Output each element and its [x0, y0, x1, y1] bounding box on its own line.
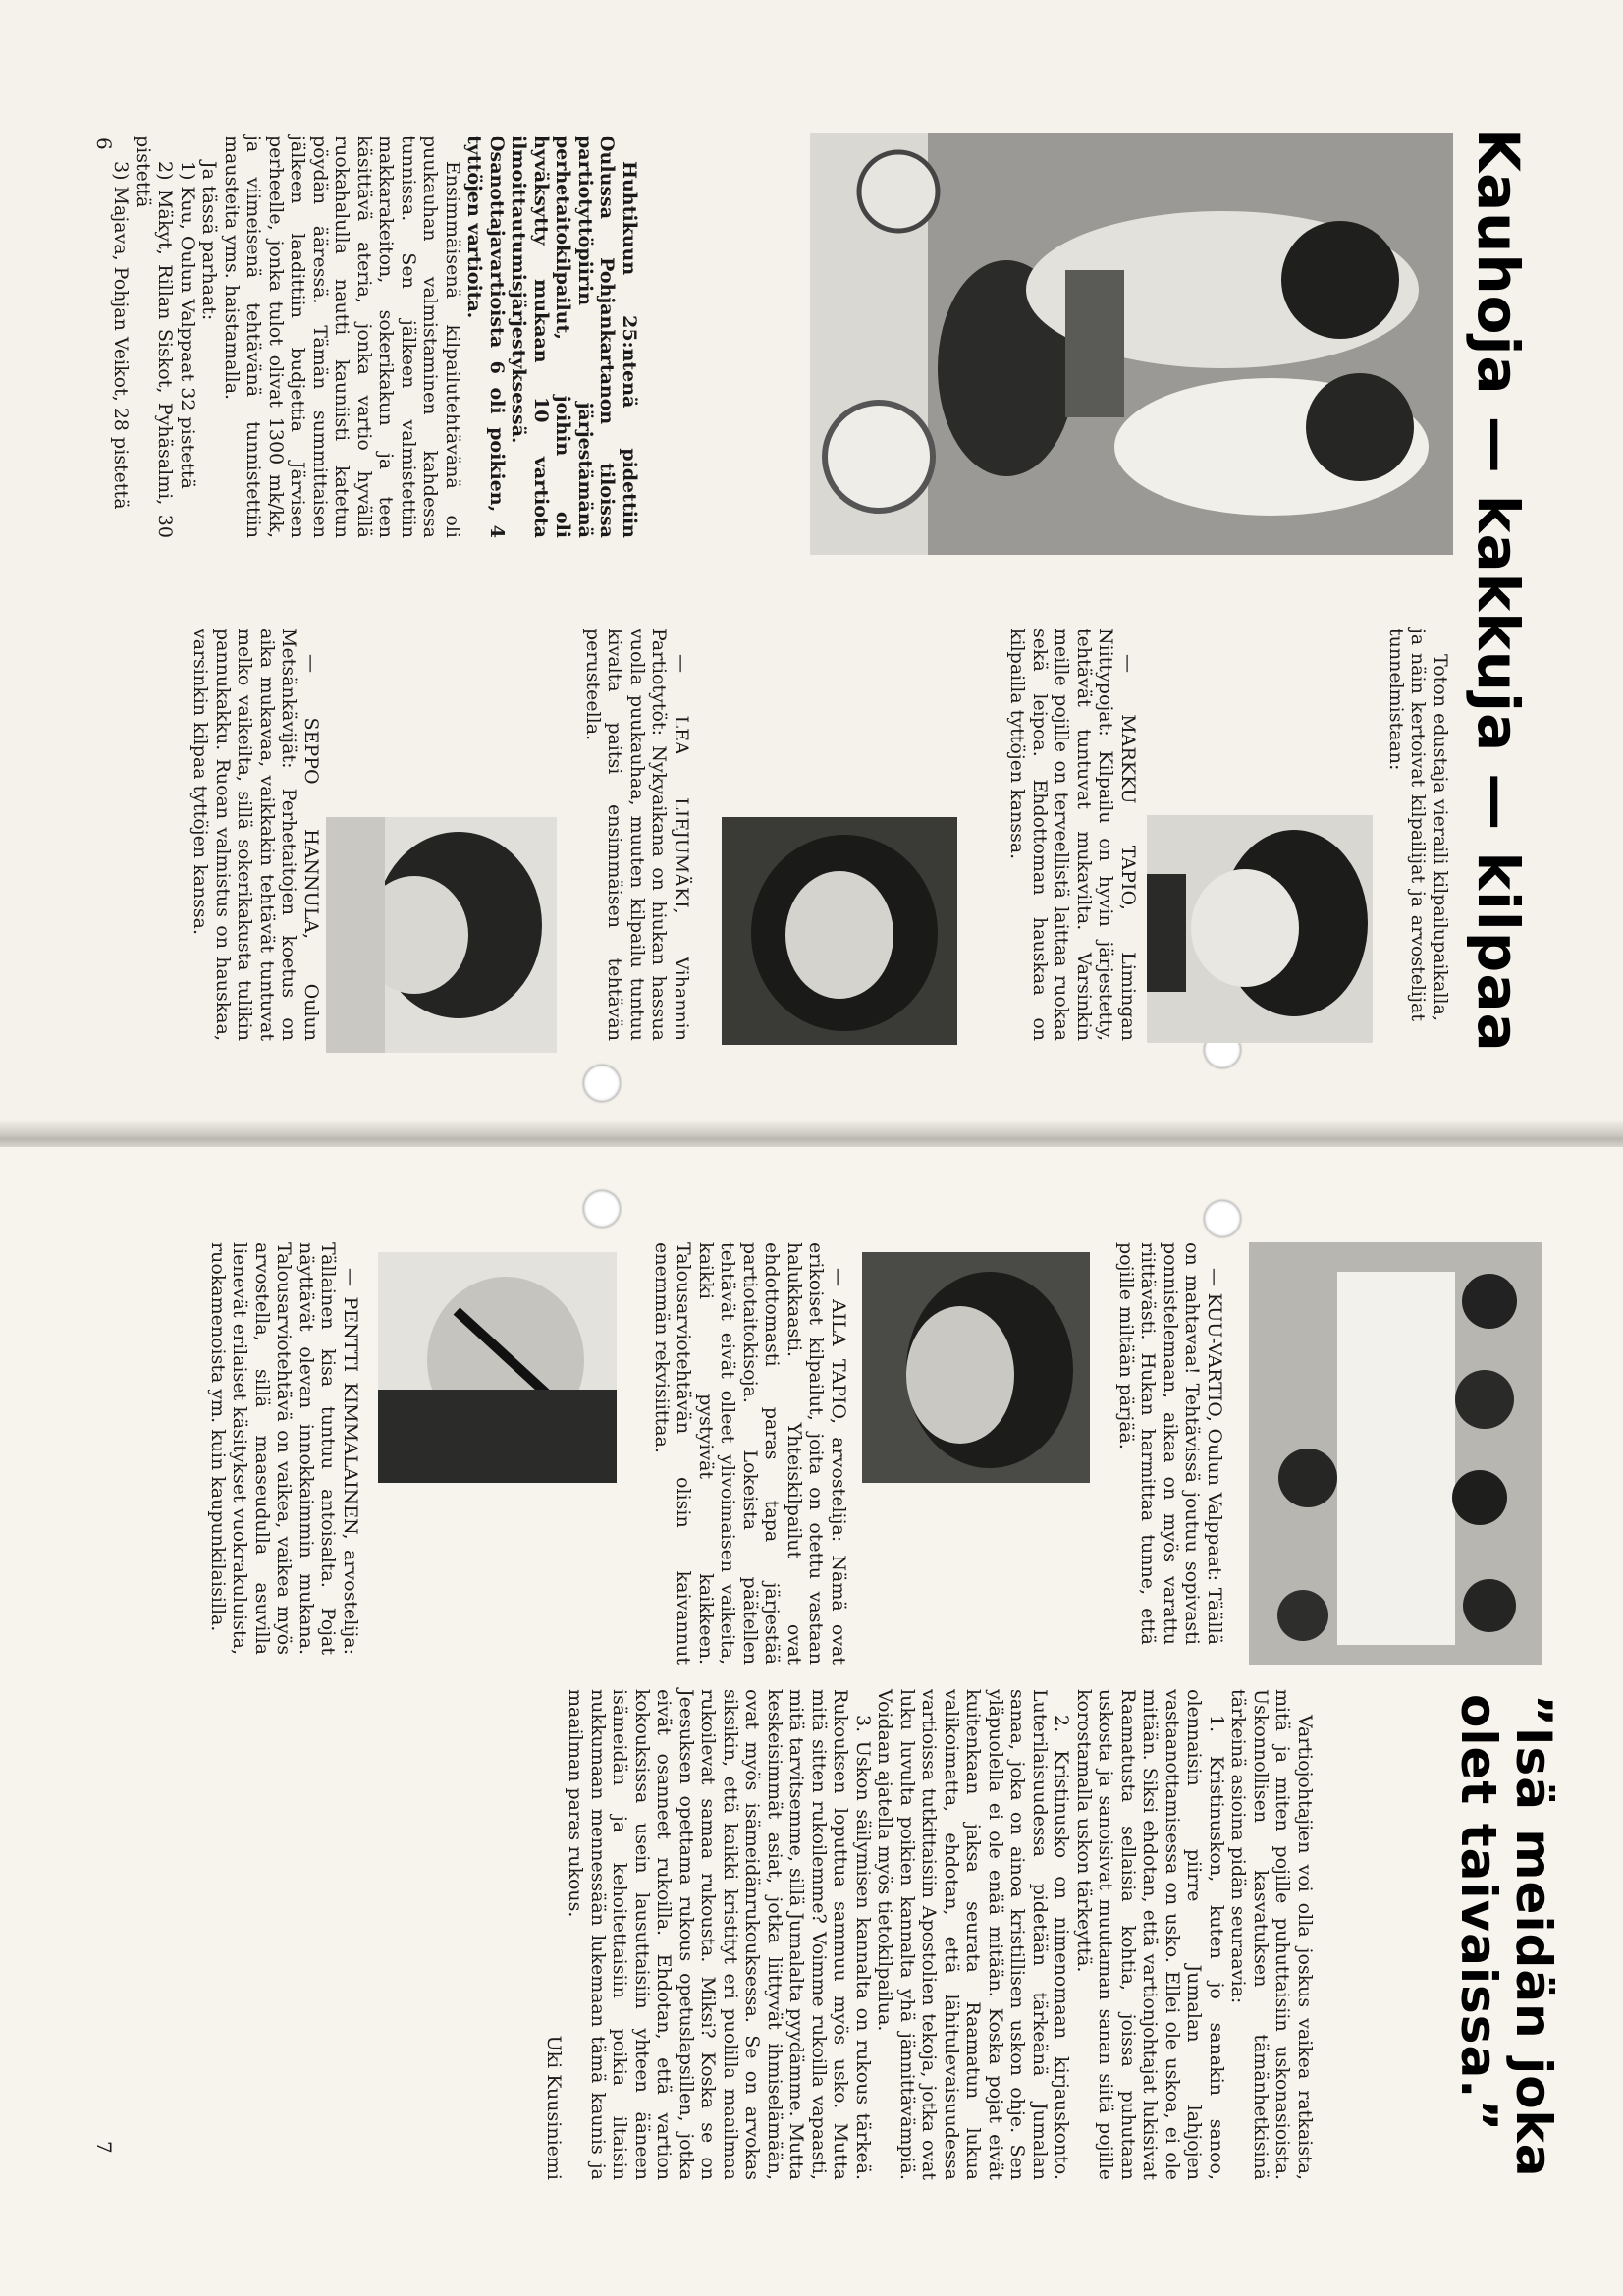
article-paragraph: Ensimmäisenä kilpailutehtävänä oli puukauhan valmistaminen kahdessa tunnissa. Sen jälkeen valmistettiin makkarakeiton, sokerikakun ja teen käsittävä ateria, jonka vartio hyvällä ruokahalulla nautti kauniisti katetun pöydän ääressä. Tämän summittaisen jälkeen laadittiin budjettia Järvisen perheelle, jonka tulot olivat 1300 mk/kk, ja viimeisenä tehtävänä tunnistettiin mausteita yms. haistamalla. — [221, 136, 463, 538]
intro-text — [1363, 629, 1451, 1021]
quote-text: — MARKKU TAPIO, Limingan Niittypojat: Kilpailu on hyvin järjestetty, tehtävät tuntuvat mukavilta. Varsinkin meille pojille on terveellistä laittaa ruokaa sekä leipoa. Ehdottoman hauskaa on kilpailla tyttöjen kanssa. — [1006, 629, 1139, 1041]
article-paragraph: 3. Uskon säilymisen kannalta on rukous tärkeä. Rukouksen loputtua sammuu myös usko. Mutta mitä sitten rukoilemme? Voimme rukoilla vapaasti, mitä tarvitsemme, sillä Jumalalta pyydämme. Mutta keskeisimmät asiat, jotka liittyvät ihmiselämään, ovat myös isämeidänrukouksessa. Se on arvokas siksikin, että kaikki kristityt eri puolilla maailmaa rukoilevat samaa rukousta. Miksi? Koska se on Jeesuksen opettama rukous opetuslapsillen, jotka eivät osanneet rukoilla. Ehdotan, että vartion kokouksissa usein lausuttaisiin yhteen ääneen isämeidän ja kehoitettaisiin poikia iltaisin nukkumaan mennessään lukemaan tämä kaunis ja maailman paras rukous. — [565, 1689, 874, 2180]
photo-dining-table — [1249, 1242, 1542, 1665]
article-paragraph: Ja tässä parhaat: — [198, 161, 221, 321]
photo-cooking — [810, 133, 1453, 555]
result-item: 2) Mäkyt, Rillan Siskot, Pyhäsalmi, 30 pistettä — [133, 136, 177, 538]
quote-aila — [623, 1242, 849, 1665]
portrait-aila — [862, 1252, 1090, 1483]
page-title: Kauhoja — kakkuja — kilpaa — [1465, 128, 1532, 1053]
quote-lea — [535, 629, 692, 1041]
article-paragraph: 2. Kristinusko on nimenomaan kirjauskonto. Luterilaisuudessa pidetään tärkeänä Jumalan sanaa, joka on ainoa kristillisen uskon ohje. Sen yläpuolella ei ole enää mitään. Koska pojat eivät kuitenkaan jaksa seurata Raamatun lukua valikoimatta, ehdotan, että lähitulevaisuudessa vartioissa tutkittaisiin Apostolien tekoja, jotka ovat luku luvulta poikien kannalta yhä jännittävämpiä. Voidaan ajatella myös tietokilpailua. — [874, 1689, 1073, 2180]
punch-hole — [1204, 1200, 1241, 1237]
quote-text: — PENTTI KIMMALAINEN, arvostelija: Tällainen kisa tuntuu antoisalta. Pojat näyttävät olevan innokkaimmin mukana. Talousarviotehtävä on vaikea, vaikea myös arvostella, sillä maaseudulla asuvilla lienevät erilaiset käsitykset vuokrakuluista, ruokamenoista ym. kuin kaupunkilaisilla. — [207, 1242, 361, 1655]
quote-kuu — [1078, 1242, 1225, 1645]
article-text — [137, 1689, 1316, 2180]
quote-seppo — [140, 629, 322, 1041]
page-number: 7 — [92, 2141, 116, 2154]
punch-hole — [583, 1190, 621, 1228]
punch-hole — [583, 1065, 621, 1102]
article-body — [110, 136, 640, 538]
page-number: 6 — [92, 137, 116, 150]
quote-text: — LEA LIEJUMÄKI, Vihannin Partiotytöt: Nykyaikana on hiukan hassua vuolla puukauhaa, muuten kilpailu tuntuu kivalta paitsi ensimmäisen tehtävän perusteella. — [582, 629, 692, 1041]
quote-markku — [962, 629, 1139, 1041]
article-lead: Huhtikuun 25:ntenä pidettiin Oulussa Pohjankartanon tiloissa partiotyttöpiirin järjestämänä perhetaitokilpailut, joihin oli hyväksytty mukaan 10 vartiota ilmoittautumisjärjestyksessä. Osanottajavartioista 6 oli poikien, 4 tyttöjen vartioita. — [463, 136, 640, 538]
portrait-pentti — [378, 1252, 617, 1483]
article-paragraph: 1. Kristinuskon, kuten jo sanakin sanoo, olennaisin piirre Jumalan lahjojen vastaanottamisessa on usko. Ellei ole uskoa, ei ole mitään. Siksi ehdotan, että vartionjohtajat lukisivat Raamatusta sellaisia kohtia, joissa puhutaan uskosta ja sanoisivat muutaman sanan siitä pojille korostamalla uskon tärkeyttä. — [1073, 1689, 1227, 2180]
author-name: Uki Kuusiniemi — [543, 2035, 565, 2180]
article-paragraph: Vartiojohtajien voi olla joskus vaikea ratkaista, mitä ja miten pojille puhuttaisiin uskonasioista. Uskonnollisen kasvatuksen tämänhetkisinä tärkeinä asioina pidän seuraavia: — [1227, 1689, 1316, 2180]
portrait-lea — [722, 817, 957, 1045]
quote-pentti — [145, 1242, 361, 1655]
portrait-markku — [1147, 815, 1373, 1043]
article-title: ”Isä meidän joka olet taivaissa.” — [1450, 1694, 1562, 2178]
quote-text: — AILA TAPIO, arvostelija: Nämä ovat erikoiset kilpailut, joita on otettu vastaan halukkaasti. Yhteiskilpailut ovat ehdottomasti paras tapa järjestää partiotaitokisoja. Lokeista päätellen tehtävät eivät olleet ylivoimaisen vaikeita, kaikki pystyivät kaikkeen. Talousarviotehtävän olisin kaivannut enemmän rekvisiittaa. — [651, 1242, 849, 1665]
intro-paragraph: Toton edustaja vieraili kilpailupaikalla, ja näin kertoivat kilpailijat ja arvostelijat tunnelmistaan: — [1385, 629, 1451, 1021]
result-item: 3) Majava, Pohjan Veikot, 28 pistettä — [110, 161, 133, 510]
portrait-seppo — [326, 817, 557, 1053]
result-item: 1) Kuu, Oulun Valppaat 32 pistettä — [177, 161, 198, 489]
quote-text: — KUU-VARTIO, Oulun Valppaat: Täällä on mahtavaa! Tehtävissä joutuu sopivasti ponnistelemaan, aikaa on myös varattu riittävästi. Hukan harmittaa tunne, että pojille miltään pärjää. — [1115, 1242, 1225, 1645]
quote-text: — SEPPO HANNULA, Oulun Metsänkävijät: Perhetaitojen koetus on aika mukavaa, vaikkakin tehtävät tuntuvat melko vaikeilta, sillä sokerikakusta tulikin pannukakku. Ruoan valmistus on hauskaa, varsinkin kilpaa tyttöjen kanssa. — [189, 629, 322, 1041]
